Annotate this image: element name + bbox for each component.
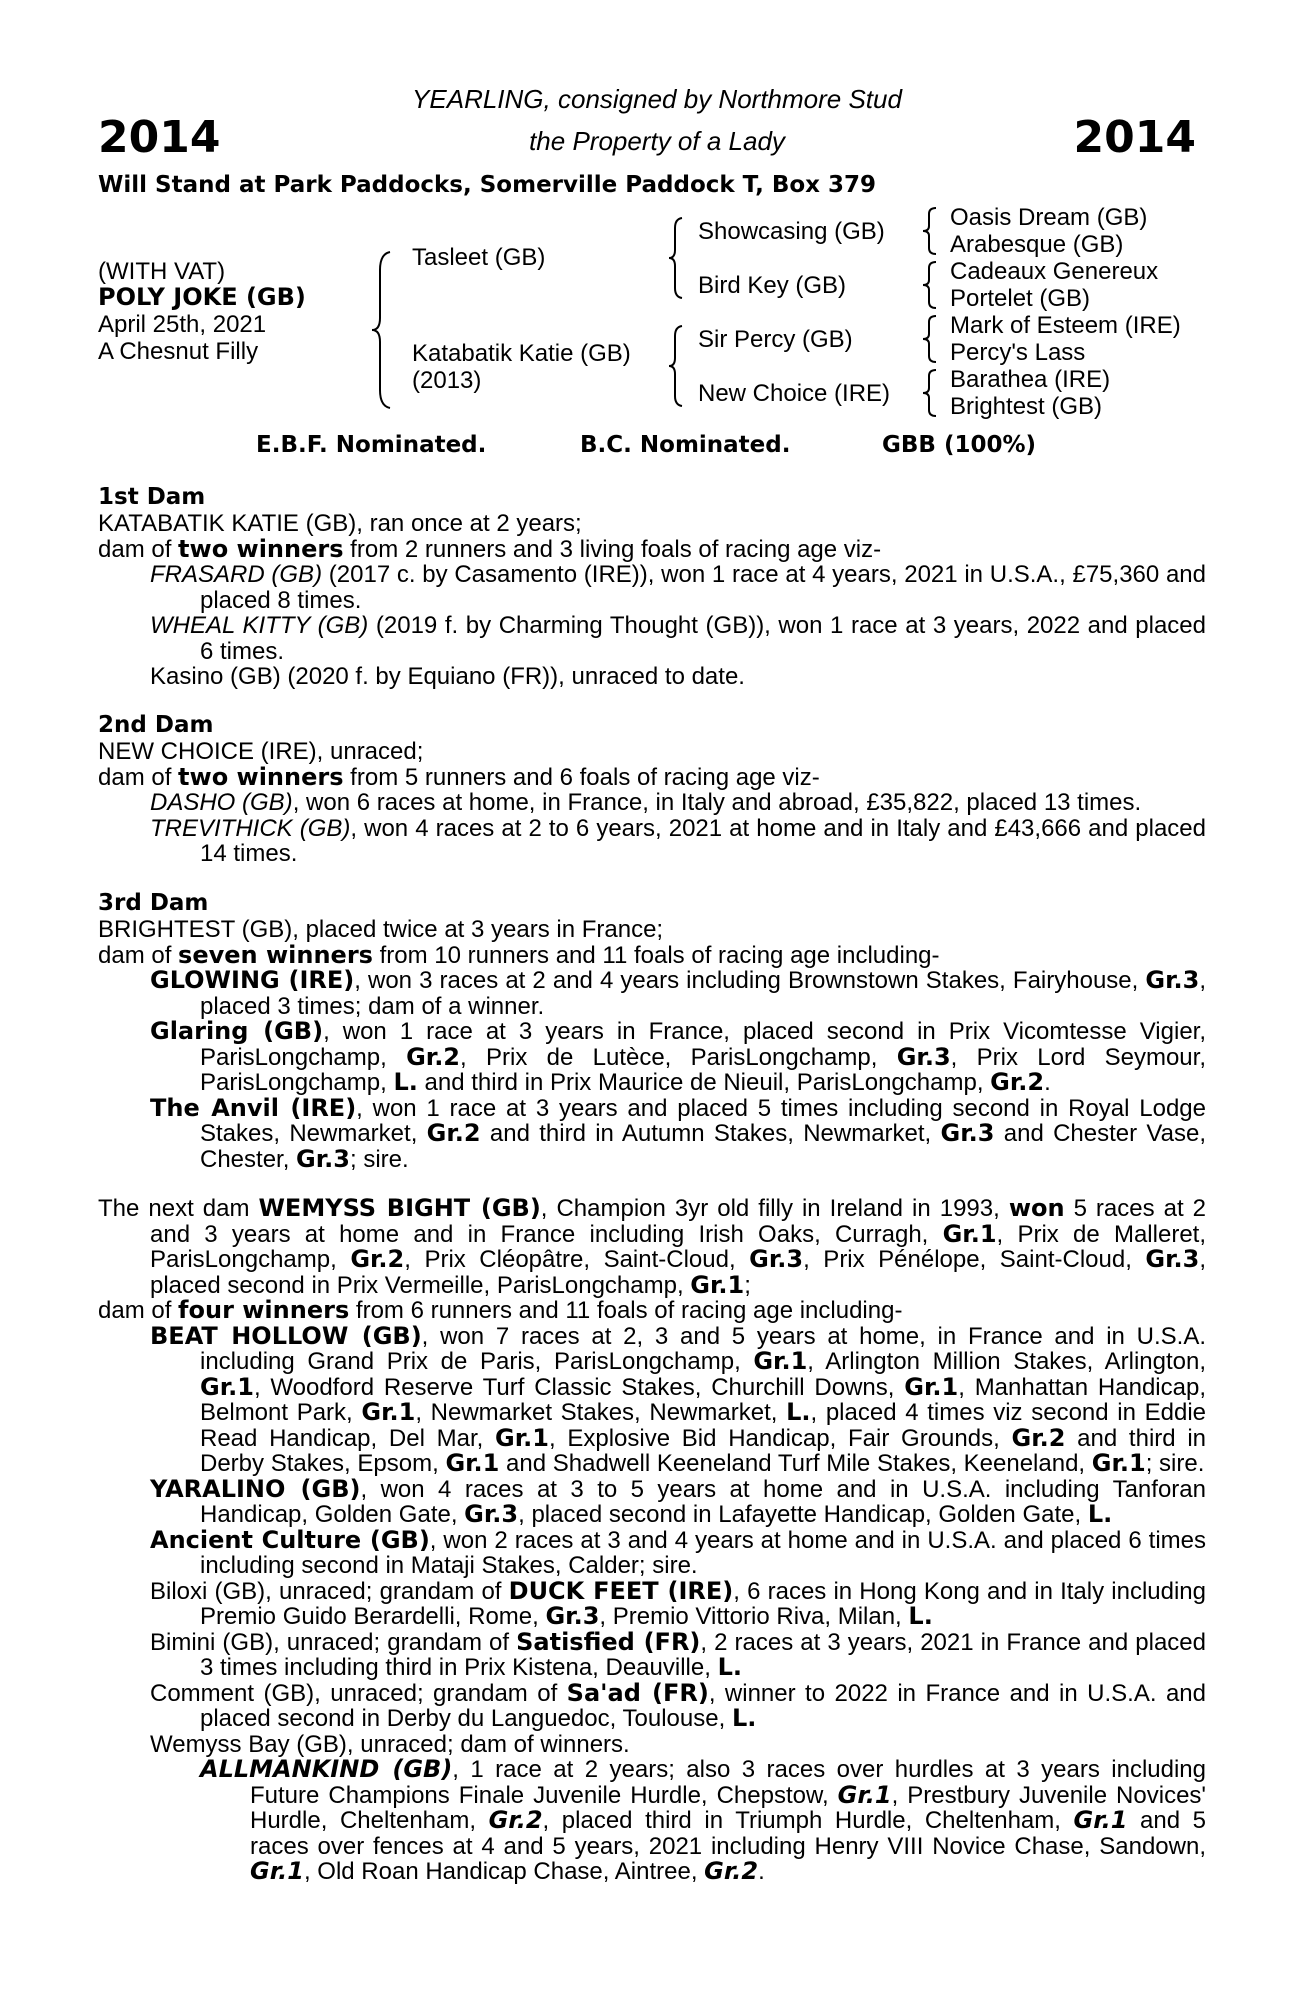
sire-dam: Bird Key (GB)	[698, 272, 847, 299]
sire-dam-dam: Portelet (GB)	[950, 285, 1091, 312]
sire-sire: Showcasing (GB)	[698, 218, 885, 245]
dam-dam: New Choice (IRE)	[698, 380, 891, 407]
foaling-date: April 25th, 2021	[98, 311, 267, 338]
produce-entry: Wemyss Bay (GB), unraced; dam of winners.	[150, 1730, 630, 1758]
section-heading: 2nd Dam	[98, 712, 214, 738]
produce-entry: Bimini (GB), unraced; grandam of Satisfied (FR), 2 races at 3 years, 2021 in France and placed 3 times including third in Prix Kistena, Deauville, L.	[150, 1627, 1206, 1681]
produce-summary: dam of two winners from 5 runners and 6 foals of racing age viz-	[98, 762, 820, 791]
horse-name: POLY JOKE (GB)	[98, 283, 306, 311]
dam-dam-sire: Barathea (IRE)	[950, 366, 1111, 393]
dam-sire-sire: Mark of Esteem (IRE)	[950, 312, 1181, 339]
bc-nomination: B.C. Nominated.	[580, 432, 791, 458]
third-dam-section	[98, 890, 1206, 1172]
property-line: the Property of a Lady	[529, 126, 785, 156]
section-heading: 3rd Dam	[98, 890, 209, 916]
lot-number-right: 2014	[1073, 112, 1196, 163]
ebf-nomination: E.B.F. Nominated.	[256, 432, 487, 458]
produce-entry: Kasino (GB) (2020 f. by Equiano (FR)), unraced to date.	[150, 663, 745, 690]
dam: Katabatik Katie (GB)	[412, 340, 631, 367]
pedigree-brace-dam	[668, 324, 684, 408]
pedigree-brace-sire	[668, 216, 684, 300]
grand-produce-entry: ALLMANKIND (GB), 1 race at 2 years; also 3 races over hurdles at 3 years including Future Champions Finale Juvenile Hurdle, Chepstow, Gr.1, Prestbury Juvenile Novices' Hurdle, Cheltenham, Gr.2, placed third in Triumph Hurdle, Cheltenham, Gr.1 and 5 races over fences at 4 and 5 years, 2021 including Henry VIII Novice Chase, Sandown, Gr.1, Old Roan Handicap Chase, Aintree, Gr.2.	[200, 1755, 1207, 1885]
produce-entry: Comment (GB), unraced; grandam of Sa'ad (FR), winner to 2022 in France and in U.S.A. and placed second in Derby du Languedoc, Toulouse, L.	[150, 1678, 1206, 1732]
produce-summary: dam of seven winners from 10 runners and 11 foals of racing age including-	[98, 940, 940, 969]
pedigree-brace-main	[370, 250, 394, 410]
produce-entry: YARALINO (GB), won 4 races at 3 to 5 years at home and in U.S.A. including Tanforan Handicap, Golden Gate, Gr.3, placed second in Lafayette Handicap, Golden Gate, L.	[150, 1474, 1206, 1528]
produce-summary: dam of four winners from 6 runners and 11 foals of racing age including-	[98, 1296, 903, 1324]
produce-entry: TREVITHICK (GB), won 4 races at 2 to 6 years, 2021 at home and in Italy and £43,666 and placed 14 times.	[150, 814, 1207, 867]
produce-entry: Ancient Culture (GB), won 2 races at 3 and 4 years at home and in U.S.A. and placed 6 times including second in Mataji Stakes, Calder; sire.	[150, 1525, 1207, 1579]
horse-description: A Chesnut Filly	[98, 338, 259, 365]
produce-entry: BEAT HOLLOW (GB), won 7 races at 2, 3 and 5 years at home, in France and in U.S.A. including Grand Prix de Paris, ParisLongchamp, Gr.1, Arlington Million Stakes, Arlington, Gr.1, Woodford Reserve Turf Classic Stakes, Churchill Downs, Gr.1, Manhattan Handicap, Belmont Park, Gr.1, Newmarket Stakes, Newmarket, L., placed 4 times viz second in Eddie Read Handicap, Del Mar, Gr.1, Explosive Bid Handicap, Fair Grounds, Gr.2 and third in Derby Stakes, Epsom, Gr.1 and Shadwell Keeneland Turf Mile Stakes, Keeneland, Gr.1; sire.	[150, 1321, 1207, 1477]
dam-sire: Sir Percy (GB)	[698, 326, 853, 353]
second-dam-section	[98, 712, 1206, 867]
dam-sire-dam: Percy's Lass	[950, 339, 1086, 366]
produce-entry: Glaring (GB), won 1 race at 3 years in France, placed second in Prix Vicomtesse Vigier, ParisLongchamp, Gr.2, Prix de Lutèce, ParisLongchamp, Gr.3, Prix Lord Seymour, ParisLongchamp, L. and third in Prix Maurice de Nieuil, ParisLongchamp, Gr.2.	[150, 1017, 1206, 1096]
pedigree-brace-ds	[922, 314, 938, 364]
dam-year: (2013)	[412, 367, 482, 394]
next-dam-summary: The next dam WEMYSS BIGHT (GB), Champion 3yr old filly in Ireland in 1993, won 5 races at 2 and 3 years at home and in France including Irish Oaks, Curragh, Gr.1, Prix de Malleret, ParisLongchamp, Gr.2, Prix Cléopâtre, Saint-Cloud, Gr.3, Prix Pénélope, Saint-Cloud, Gr.3, placed second in Prix Vermeille, ParisLongchamp, Gr.1;	[98, 1194, 1207, 1299]
produce-entry: FRASARD (GB) (2017 c. by Casamento (IRE)), won 1 race at 4 years, 2021 in U.S.A., £75,360 and placed 8 times.	[150, 561, 1206, 614]
produce-summary: dam of two winners from 2 runners and 3 living foals of racing age viz-	[98, 534, 882, 563]
produce-entry: WHEAL KITTY (GB) (2019 f. by Charming Thought (GB)), won 1 race at 3 years, 2022 and placed 6 times.	[150, 612, 1207, 665]
lot-number-left: 2014	[98, 112, 221, 163]
section-heading: 1st Dam	[98, 484, 206, 510]
produce-entry: GLOWING (IRE), won 3 races at 2 and 4 years including Brownstown Stakes, Fairyhouse, Gr.3, placed 3 times; dam of a winner.	[150, 966, 1206, 1020]
dam-dam-dam: Brightest (GB)	[950, 393, 1103, 420]
sire-dam-sire: Cadeaux Genereux	[950, 258, 1159, 285]
produce-entry: Biloxi (GB), unraced; grandam of DUCK FEET (IRE), 6 races in Hong Kong and in Italy including Premio Guido Berardelli, Rome, Gr.3, Premio Vittorio Riva, Milan, L.	[150, 1576, 1207, 1630]
next-dam-section	[98, 1196, 1206, 1885]
pedigree-brace-dd	[922, 368, 938, 418]
dam-summary: BRIGHTEST (GB), placed twice at 3 years in France;	[98, 916, 664, 943]
produce-entry: DASHO (GB), won 6 races at home, in France, in Italy and abroad, £35,822, placed 13 times.	[150, 789, 1142, 816]
vat-note: (WITH VAT)	[98, 258, 226, 285]
pedigree-brace-sd	[922, 260, 938, 310]
gbb-rating: GBB (100%)	[882, 432, 1037, 458]
first-dam-section	[98, 484, 1206, 690]
sire-sire-sire: Oasis Dream (GB)	[950, 204, 1148, 231]
sire-sire-dam: Arabesque (GB)	[950, 231, 1124, 258]
pedigree-brace-ss	[922, 206, 938, 256]
stand-location: Will Stand at Park Paddocks, Somerville Paddock T, Box 379	[98, 172, 877, 198]
produce-entry: The Anvil (IRE), won 1 race at 3 years and placed 5 times including second in Royal Lodge Stakes, Newmarket, Gr.2 and third in Autumn Stakes, Newmarket, Gr.3 and Chester Vase, Chester, Gr.3; sire.	[150, 1093, 1206, 1173]
sire: Tasleet (GB)	[412, 244, 546, 271]
consignor-line: YEARLING, consigned by Northmore Stud	[412, 84, 902, 114]
dam-summary: KATABATIK KATIE (GB), ran once at 2 years;	[98, 510, 582, 537]
dam-summary: NEW CHOICE (IRE), unraced;	[98, 738, 424, 765]
